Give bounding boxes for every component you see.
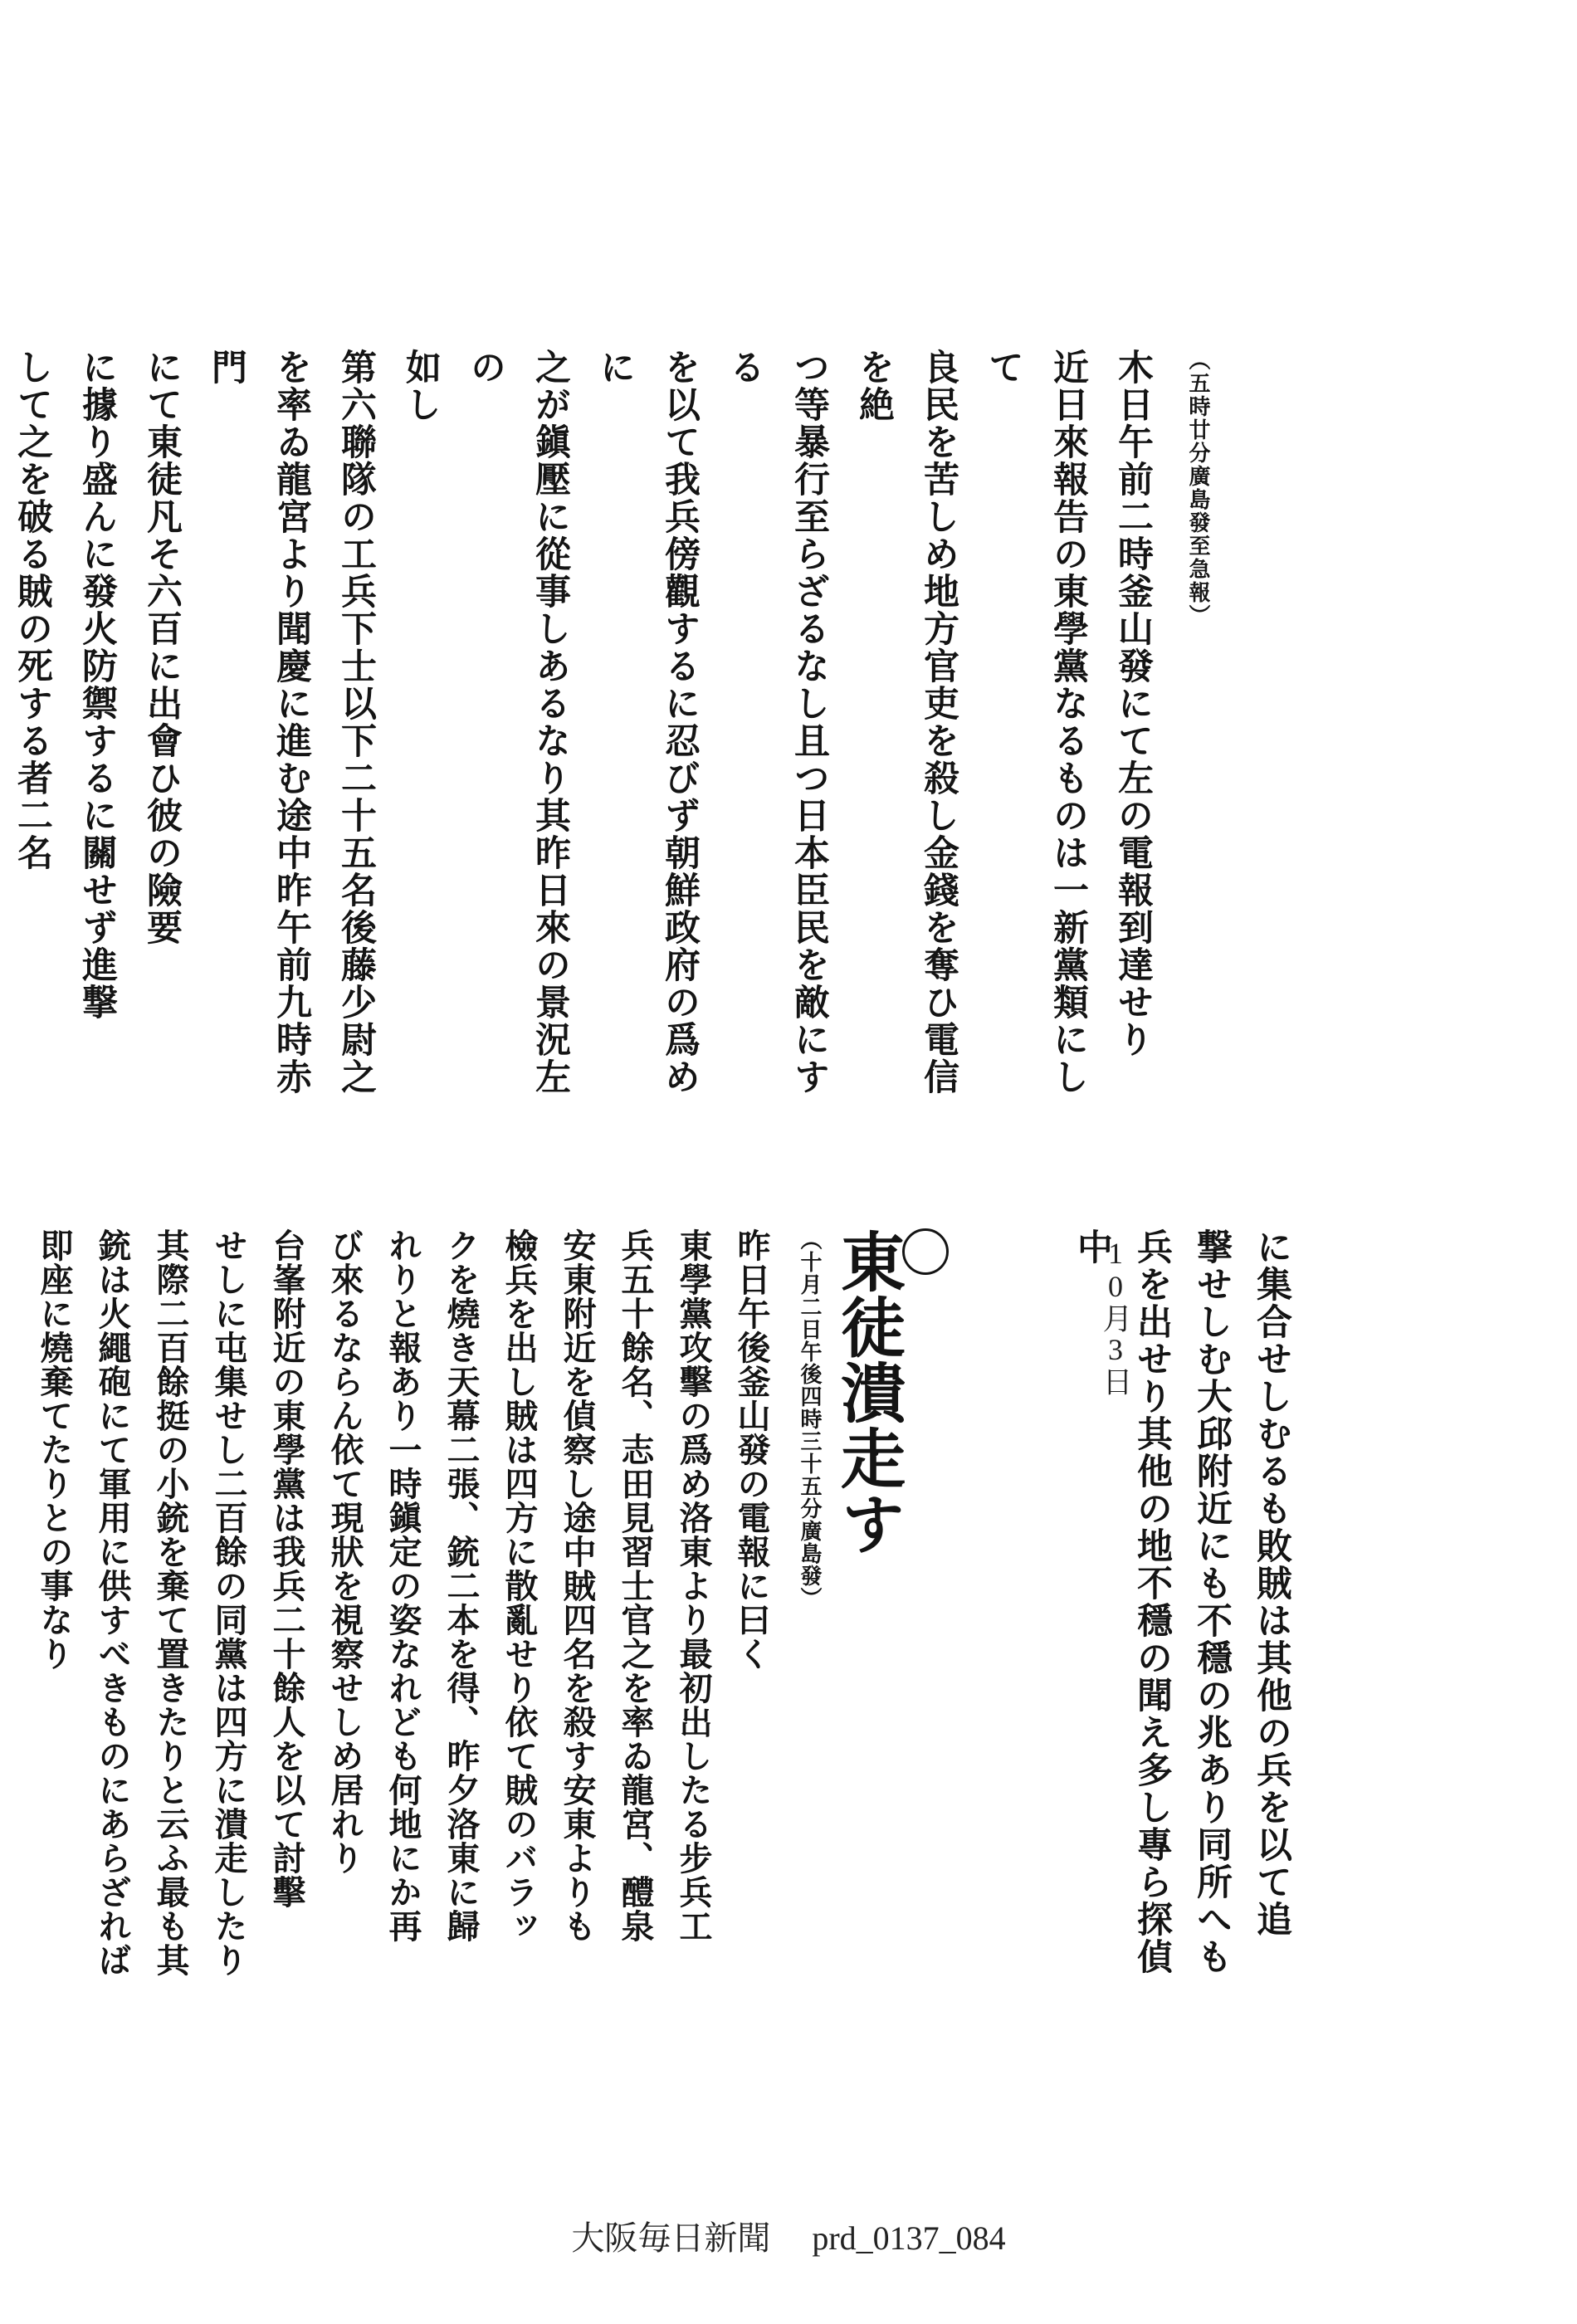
newspaper-name: 大阪毎日新聞 (571, 2219, 771, 2257)
date-label: 10月3日 (1099, 1237, 1132, 1396)
clipping-bottom-body: 昨日午後釜山發の電報に曰く 東學黨攻擊の爲め洛東より最初出したる步兵工 兵五十餘名、志田見習士官之を率ゐ龍宮、醴泉 安東附近を偵察し途中賊四名を殺す安東よりも 檢兵を出し賊は四方に散亂せり依て賊のバラッ クを燒き天幕二張、銃二本を得、昨夕洛東に歸 れりと報あり一時鎭定の姿なれども何地にか再 び來るならん依て現狀を視察せしめ居れり 台峯附近の東學黨は我兵二十餘人を以て討擊 せしに屯集せし二百餘の同黨は四方に潰走したり 其際二百餘挺の小銃を棄て置きたりと云ふ最も其 銃は火繩砲にて軍用に供すべきものにあらざれば 即座に燒棄てたりとの事なり (35, 1228, 771, 1977)
document-id: prd_0137_084 (812, 2219, 1006, 2257)
source-tag-bottom: （十月二日午後四時三十五分廣島發） (797, 1228, 822, 1609)
source-tag-top: （五時廿分廣島發至急報） (1185, 349, 1210, 627)
newspaper-clipping-bottom (35, 1228, 1013, 2058)
clipping-continued-body: に集合せしむるも敗賊は其他の兵を以て追 撃せしむ大邱附近にも不穩の兆あり同所へも 兵を出せり其他の地不穩の聞え多し專ら探偵 中 (1072, 1228, 1292, 1975)
article-headline: 東徒潰走す (830, 1228, 906, 1556)
article-emblem-icon (902, 1228, 949, 1275)
page-caption (0, 2212, 1577, 2259)
newspaper-clipping-top (12, 349, 1295, 1120)
clipping-top-body: 木日午前二時釜山發にて左の電報到達せり 近日來報告の東學黨なるものは一新黨類にして 良民を苦しめ地方官吏を殺し金錢を奪ひ電信を絶 つ等暴行至らざるなし且つ日本臣民を敵にする を以て我兵傍觀するに忍びず朝鮮政府の爲めに 之が鎭壓に從事しあるなり其昨日來の景況左の 如し 第六聯隊の工兵下士以下二十五名後藤少尉之 を率ゐ龍宮より聞慶に進む途中昨午前九時赤門 にて東徒凡そ六百に出會ひ彼の險要 に據り盛んに發火防禦するに關せず進撃 して之を破る賊の死する者二名 (12, 349, 1154, 1096)
